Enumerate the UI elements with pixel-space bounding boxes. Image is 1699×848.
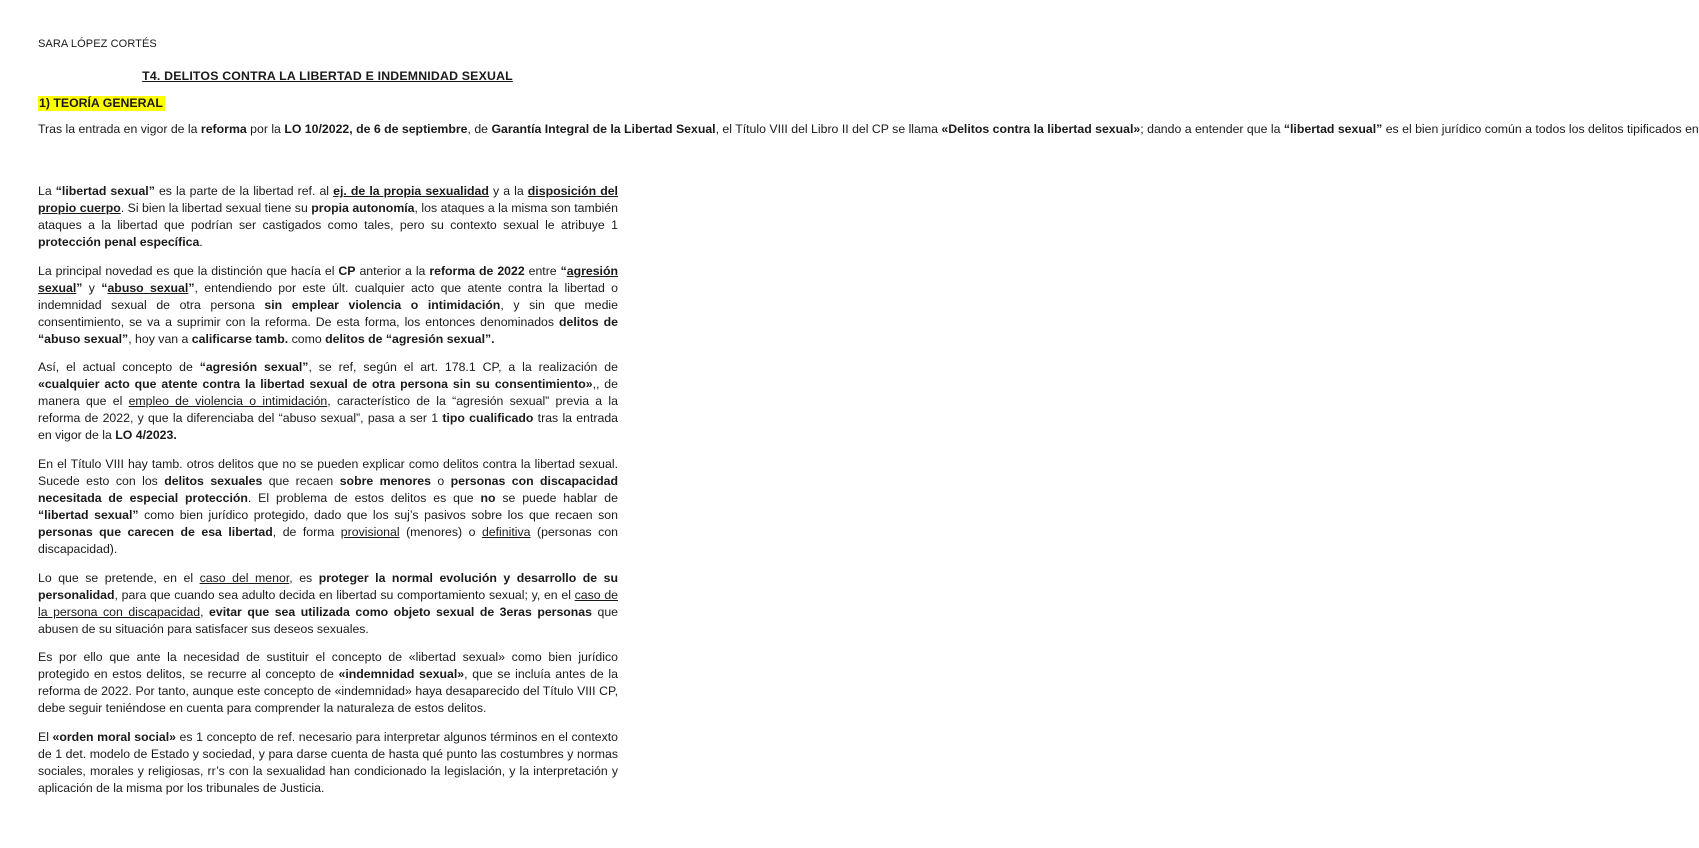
text-run: “libertad sexual” bbox=[1283, 122, 1383, 136]
text-run: . bbox=[199, 235, 203, 249]
text-run: , característico de la “agresión sexual” previa a la reforma de 2022, y que la diferenciaba del “abuso sexual”, pasa a ser 1 bbox=[38, 394, 618, 425]
text-run: , de forma bbox=[272, 525, 341, 539]
text-run: que recaen bbox=[262, 474, 340, 488]
text-run: Tras la entrada en vigor de la bbox=[38, 122, 201, 136]
text-run: La principal novedad es que la distinción que hacía el bbox=[38, 264, 339, 278]
text-run: delitos de “agresión sexual”. bbox=[325, 332, 495, 346]
text-run: provisional bbox=[340, 525, 400, 539]
text-run: «indemnidad sexual» bbox=[338, 667, 465, 681]
paragraph-indemnidad-sexual bbox=[38, 649, 618, 717]
text-run: «orden moral social» bbox=[52, 730, 176, 744]
text-run: que abusen de su situación para satisfacer sus deseos sexuales. bbox=[38, 605, 619, 636]
text-run: (personas con discapacidad). bbox=[38, 525, 618, 556]
text-run: personas con discapacidad necesitada de especial protección bbox=[38, 474, 618, 505]
text-run: (menores) o bbox=[399, 525, 482, 539]
text-run: “ bbox=[101, 281, 108, 295]
document-title: T4. DELITOS CONTRA LA LIBERTAD E INDEMNIDAD SEXUAL bbox=[142, 69, 513, 83]
text-run: . Si bien la libertad sexual tiene su bbox=[120, 201, 312, 215]
text-run: Garantía Integral de la Libertad Sexual bbox=[491, 122, 716, 136]
text-run: , se ref, según el art. 178.1 CP, a la realización de bbox=[308, 360, 618, 374]
text-run: sobre menores bbox=[339, 474, 431, 488]
text-run: disposición del propio cuerpo bbox=[38, 184, 618, 215]
text-run: “libertad sexual” bbox=[55, 184, 155, 198]
text-run: o bbox=[430, 474, 451, 488]
text-run: , hoy van a bbox=[128, 332, 192, 346]
text-run: ,, de manera que el bbox=[38, 377, 618, 408]
text-run: empleo de violencia o intimidación bbox=[128, 394, 328, 408]
text-run: “agresión sexual” bbox=[199, 360, 309, 374]
paragraph-orden-moral bbox=[38, 729, 618, 797]
text-run: ej. de la propia sexualidad bbox=[333, 184, 489, 198]
text-run: calificarse tamb. bbox=[191, 332, 289, 346]
text-run: caso del menor bbox=[199, 571, 290, 585]
text-run: LO 10/2022, de 6 de septiembre bbox=[284, 122, 468, 136]
text-run: En el Título VIII hay tamb. otros delitos que no se pueden explicar como delitos contra la libertad sexual. Sucede esto con los bbox=[38, 457, 618, 488]
text-run: reforma de 2022 bbox=[429, 264, 525, 278]
text-run: ” bbox=[76, 281, 83, 295]
text-run: no bbox=[480, 491, 496, 505]
text-run: CP bbox=[338, 264, 356, 278]
paragraph-agresion-sexual bbox=[38, 359, 618, 444]
text-run: Así, el actual concepto de bbox=[38, 360, 200, 374]
text-run: es la parte de la libertad ref. al bbox=[154, 184, 334, 198]
text-run: “libertad sexual” bbox=[38, 508, 139, 522]
text-run: LO 4/2023. bbox=[115, 428, 177, 442]
text-run: caso de la persona con discapacidad bbox=[38, 588, 618, 619]
text-run: delitos sexuales bbox=[164, 474, 263, 488]
text-run: como bbox=[288, 332, 326, 346]
text-run: Es por ello que ante la necesidad de sustituir el concepto de «libertad sexual» como bien jurídico protegido en estos delitos, se recurre al concepto de bbox=[38, 650, 618, 681]
text-run: delitos de “abuso sexual” bbox=[38, 315, 618, 346]
text-run: , y sin que medie consentimiento, se va a suprimir con la reforma. De esta forma, los entonces denominados bbox=[38, 298, 618, 329]
text-run: Lo que se pretende, en el bbox=[38, 571, 200, 585]
text-run: ” bbox=[188, 281, 195, 295]
author-name: SARA LÓPEZ CORTÉS bbox=[38, 38, 157, 50]
text-run: se puede hablar de bbox=[495, 491, 618, 505]
paragraph-principal-novedad bbox=[38, 263, 618, 348]
text-run: tipo cualificado bbox=[442, 411, 534, 425]
section-heading: 1) TEORÍA GENERAL bbox=[39, 96, 163, 110]
paragraph-proteccion-menor bbox=[38, 570, 618, 638]
text-run: “ bbox=[560, 264, 567, 278]
text-run: y a la bbox=[488, 184, 528, 198]
text-run: anterior a la bbox=[355, 264, 430, 278]
text-run: La bbox=[38, 184, 56, 198]
text-run: evitar que sea utilizada como objeto sexual de 3eras personas bbox=[209, 605, 592, 619]
text-run: «cualquier acto que atente contra la libertad sexual de otra persona sin su consentimiento» bbox=[38, 377, 593, 391]
text-run: sin emplear violencia o intimidación bbox=[264, 298, 501, 312]
text-run: definitiva bbox=[481, 525, 531, 539]
text-run: , entendiendo por este últ. cualquier acto que atente contra la libertad o indemnidad sexual de otra persona bbox=[38, 281, 618, 312]
text-run: , que se incluía antes de la reforma de 2022. Por tanto, aunque este concepto de «indemnidad» haya desaparecido del Título VIII CP, debe seguir teniéndose en cuenta para comprender la naturaleza de estos delitos. bbox=[38, 667, 618, 715]
text-run: , es bbox=[289, 571, 319, 585]
text-run: El bbox=[38, 730, 53, 744]
text-run: por la bbox=[246, 122, 285, 136]
paragraph-intro-reform bbox=[38, 121, 1699, 138]
text-run: entre bbox=[524, 264, 561, 278]
text-run: propia autonomía bbox=[311, 201, 415, 215]
text-run: . El problema de estos delitos es que bbox=[247, 491, 481, 505]
text-run: protección penal específica bbox=[38, 235, 200, 249]
text-run: ; dando a entender que la bbox=[1140, 122, 1284, 136]
text-run: es el bien jurídico común a todos los delitos tipificados en bbox=[1382, 122, 1699, 136]
text-run: «Delitos contra la libertad sexual» bbox=[941, 122, 1141, 136]
text-run: reforma bbox=[200, 122, 247, 136]
text-run: , bbox=[200, 605, 210, 619]
paragraph-libertad-sexual bbox=[38, 183, 618, 251]
text-run: , el Título VIII del Libro II del CP se llama bbox=[715, 122, 942, 136]
text-run: agresión sexual bbox=[38, 264, 618, 295]
text-run: , para que cuando sea adulto decida en libertad su comportamiento sexual; y, en el bbox=[114, 588, 575, 602]
text-run: tras la entrada en vigor de la bbox=[38, 411, 618, 442]
text-run: es 1 concepto de ref. necesario para interpretar algunos términos en el contexto de 1 det. modelo de Estado y sociedad, y para darse cuenta de hasta qué punto las costumbres y normas sociales, morales y religiosas, rr’s con la sexualidad han condicionado la legislación, y la interpretación y aplicación de la misma por los tribunales de Justicia. bbox=[38, 730, 618, 795]
text-run: abuso sexual bbox=[107, 281, 189, 295]
text-run: personas que carecen de esa libertad bbox=[38, 525, 273, 539]
text-run: proteger la normal evolución y desarrollo de su personalidad bbox=[38, 571, 618, 602]
text-run: , los ataques a la misma son también ataques a la libertad que podrían ser castigados como tales, pero su contexto sexual le atribuye 1 bbox=[38, 201, 618, 232]
text-run: , de bbox=[467, 122, 492, 136]
paragraph-titulo-viii bbox=[38, 456, 618, 558]
text-run: y bbox=[82, 281, 102, 295]
text-run: como bien jurídico protegido, dado que los suj’s pasivos sobre los que recaen son bbox=[138, 508, 618, 522]
